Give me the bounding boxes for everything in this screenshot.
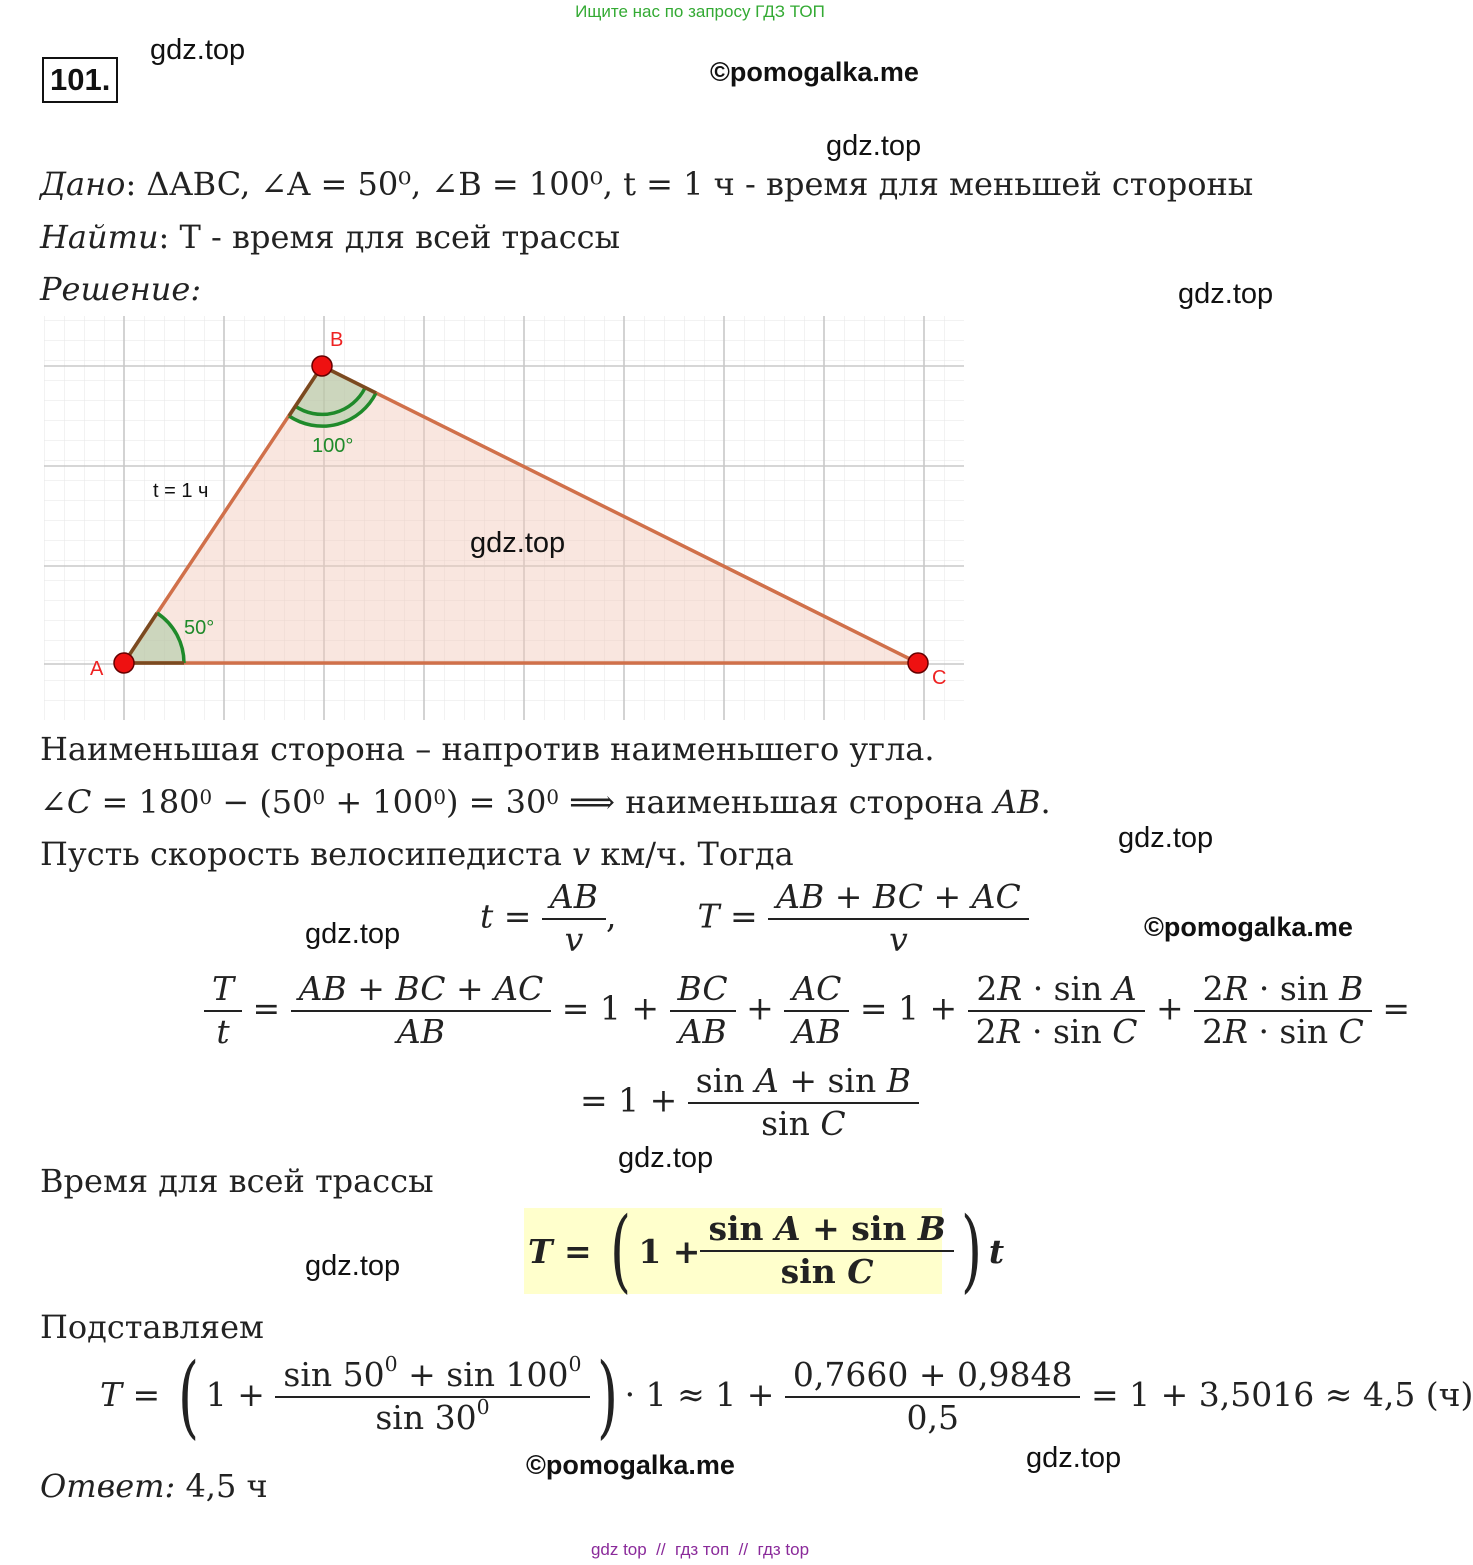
formula-t-and-T: t = $\frac{AB}{v}$ , T = $\frac{AB + BC + AC}{v}$ [480, 880, 1029, 957]
watermark-gdz: gdz.top [305, 1250, 401, 1282]
formula-final: T = ( 1 + $\frac{\sin 50^0 + \sin 100^0}{\sin 30^0}$ ) · 1 ≈ 1 + $\frac{0,7660 + 0,9848}{0,5}$ = 1 + 3,5016 ≈ 4,5 (ч) [100, 1344, 1473, 1449]
formula-sin-ratio: = 1 + $\frac{\text{sin A + sin B}}{\text{sin C}}$ [580, 1064, 919, 1141]
answer-value: 4,5 ч [185, 1467, 268, 1505]
search-hint: Ищите нас по запросу ГДЗ ТОП [575, 2, 825, 21]
find-text: T - время для всей трассы [179, 218, 621, 256]
smallest-side-line: Наименьшая сторона – напротив наименьшего угла. [40, 730, 935, 768]
footer-links: gdz top // гдз топ // гдз top [590, 1540, 810, 1559]
watermark-gdz: gdz.top [305, 918, 401, 950]
watermark-gdz: gdz.top [1118, 822, 1214, 854]
watermark-pomogalka: ©pomogalka.me [526, 1450, 735, 1480]
result-formula: T = ( 1 + $\frac{\text{sin A + sin B}}{\text{sin C}}$ ) t [524, 1208, 942, 1294]
angle-a-label: 50° [184, 617, 215, 639]
watermark-pomogalka: ©pomogalka.me [1144, 912, 1353, 942]
vertex-b-point [312, 356, 332, 376]
watermark-gdz: gdz.top [1026, 1442, 1122, 1474]
find-line: Найти: T - время для всей трассы [40, 218, 621, 256]
problem-number: 101. [42, 57, 118, 103]
watermark-gdz: gdz.top [470, 527, 566, 559]
substitute-line: Подставляем [40, 1308, 264, 1346]
vertex-c-label: C [932, 667, 947, 689]
given-label: Дано [40, 165, 126, 203]
speed-line: Пусть скорость велосипедиста v км/ч. Тогда [40, 835, 794, 873]
triangle-diagram [44, 316, 964, 720]
watermark-gdz: gdz.top [618, 1142, 714, 1174]
vertex-c-point [908, 653, 928, 673]
watermark-gdz: gdz.top [1178, 278, 1274, 310]
given-text: ΔABC, ∠A = 50⁰, ∠B = 100⁰, t = 1 ч - время для меньшей стороны [146, 165, 1254, 203]
given-line: Дано: ΔABC, ∠A = 50⁰, ∠B = 100⁰, t = 1 ч - время для меньшей стороны [40, 165, 1254, 203]
answer-line [40, 1466, 268, 1506]
vertex-a-label: A [90, 658, 104, 680]
watermark-gdz: gdz.top [826, 130, 922, 162]
whole-track-line: Время для всей трассы [40, 1162, 434, 1200]
answer-label: Ответ: [40, 1467, 176, 1505]
vertex-b-label: B [330, 329, 344, 351]
angle-b-label: 100° [312, 435, 354, 457]
watermark-pomogalka: ©pomogalka.me [710, 57, 919, 87]
vertex-a-point [114, 653, 134, 673]
find-label: Найти [40, 218, 159, 256]
side-ab-label: t = 1 ч [153, 480, 209, 502]
angle-c-line: ∠C = $180^0 - (50^0 + 100^0) = 30^0$ ⟹ наименьшая сторона AB. [40, 783, 1051, 821]
formula-ratio: $\frac{T}{t}$ = $\frac{AB + BC + AC}{AB}$ = 1 + $\frac{BC}{AB}$ + $\frac{AC}{AB}$ = 1 + $\frac{\text{2R · sin A}}{\text{2R · sin C}}$ + $\frac{\text{2R · sin B}}{\text{2R · sin C}}$ = [204, 972, 1410, 1049]
watermark-gdz: gdz.top [150, 34, 246, 66]
solution-label: Решение: [40, 270, 202, 308]
